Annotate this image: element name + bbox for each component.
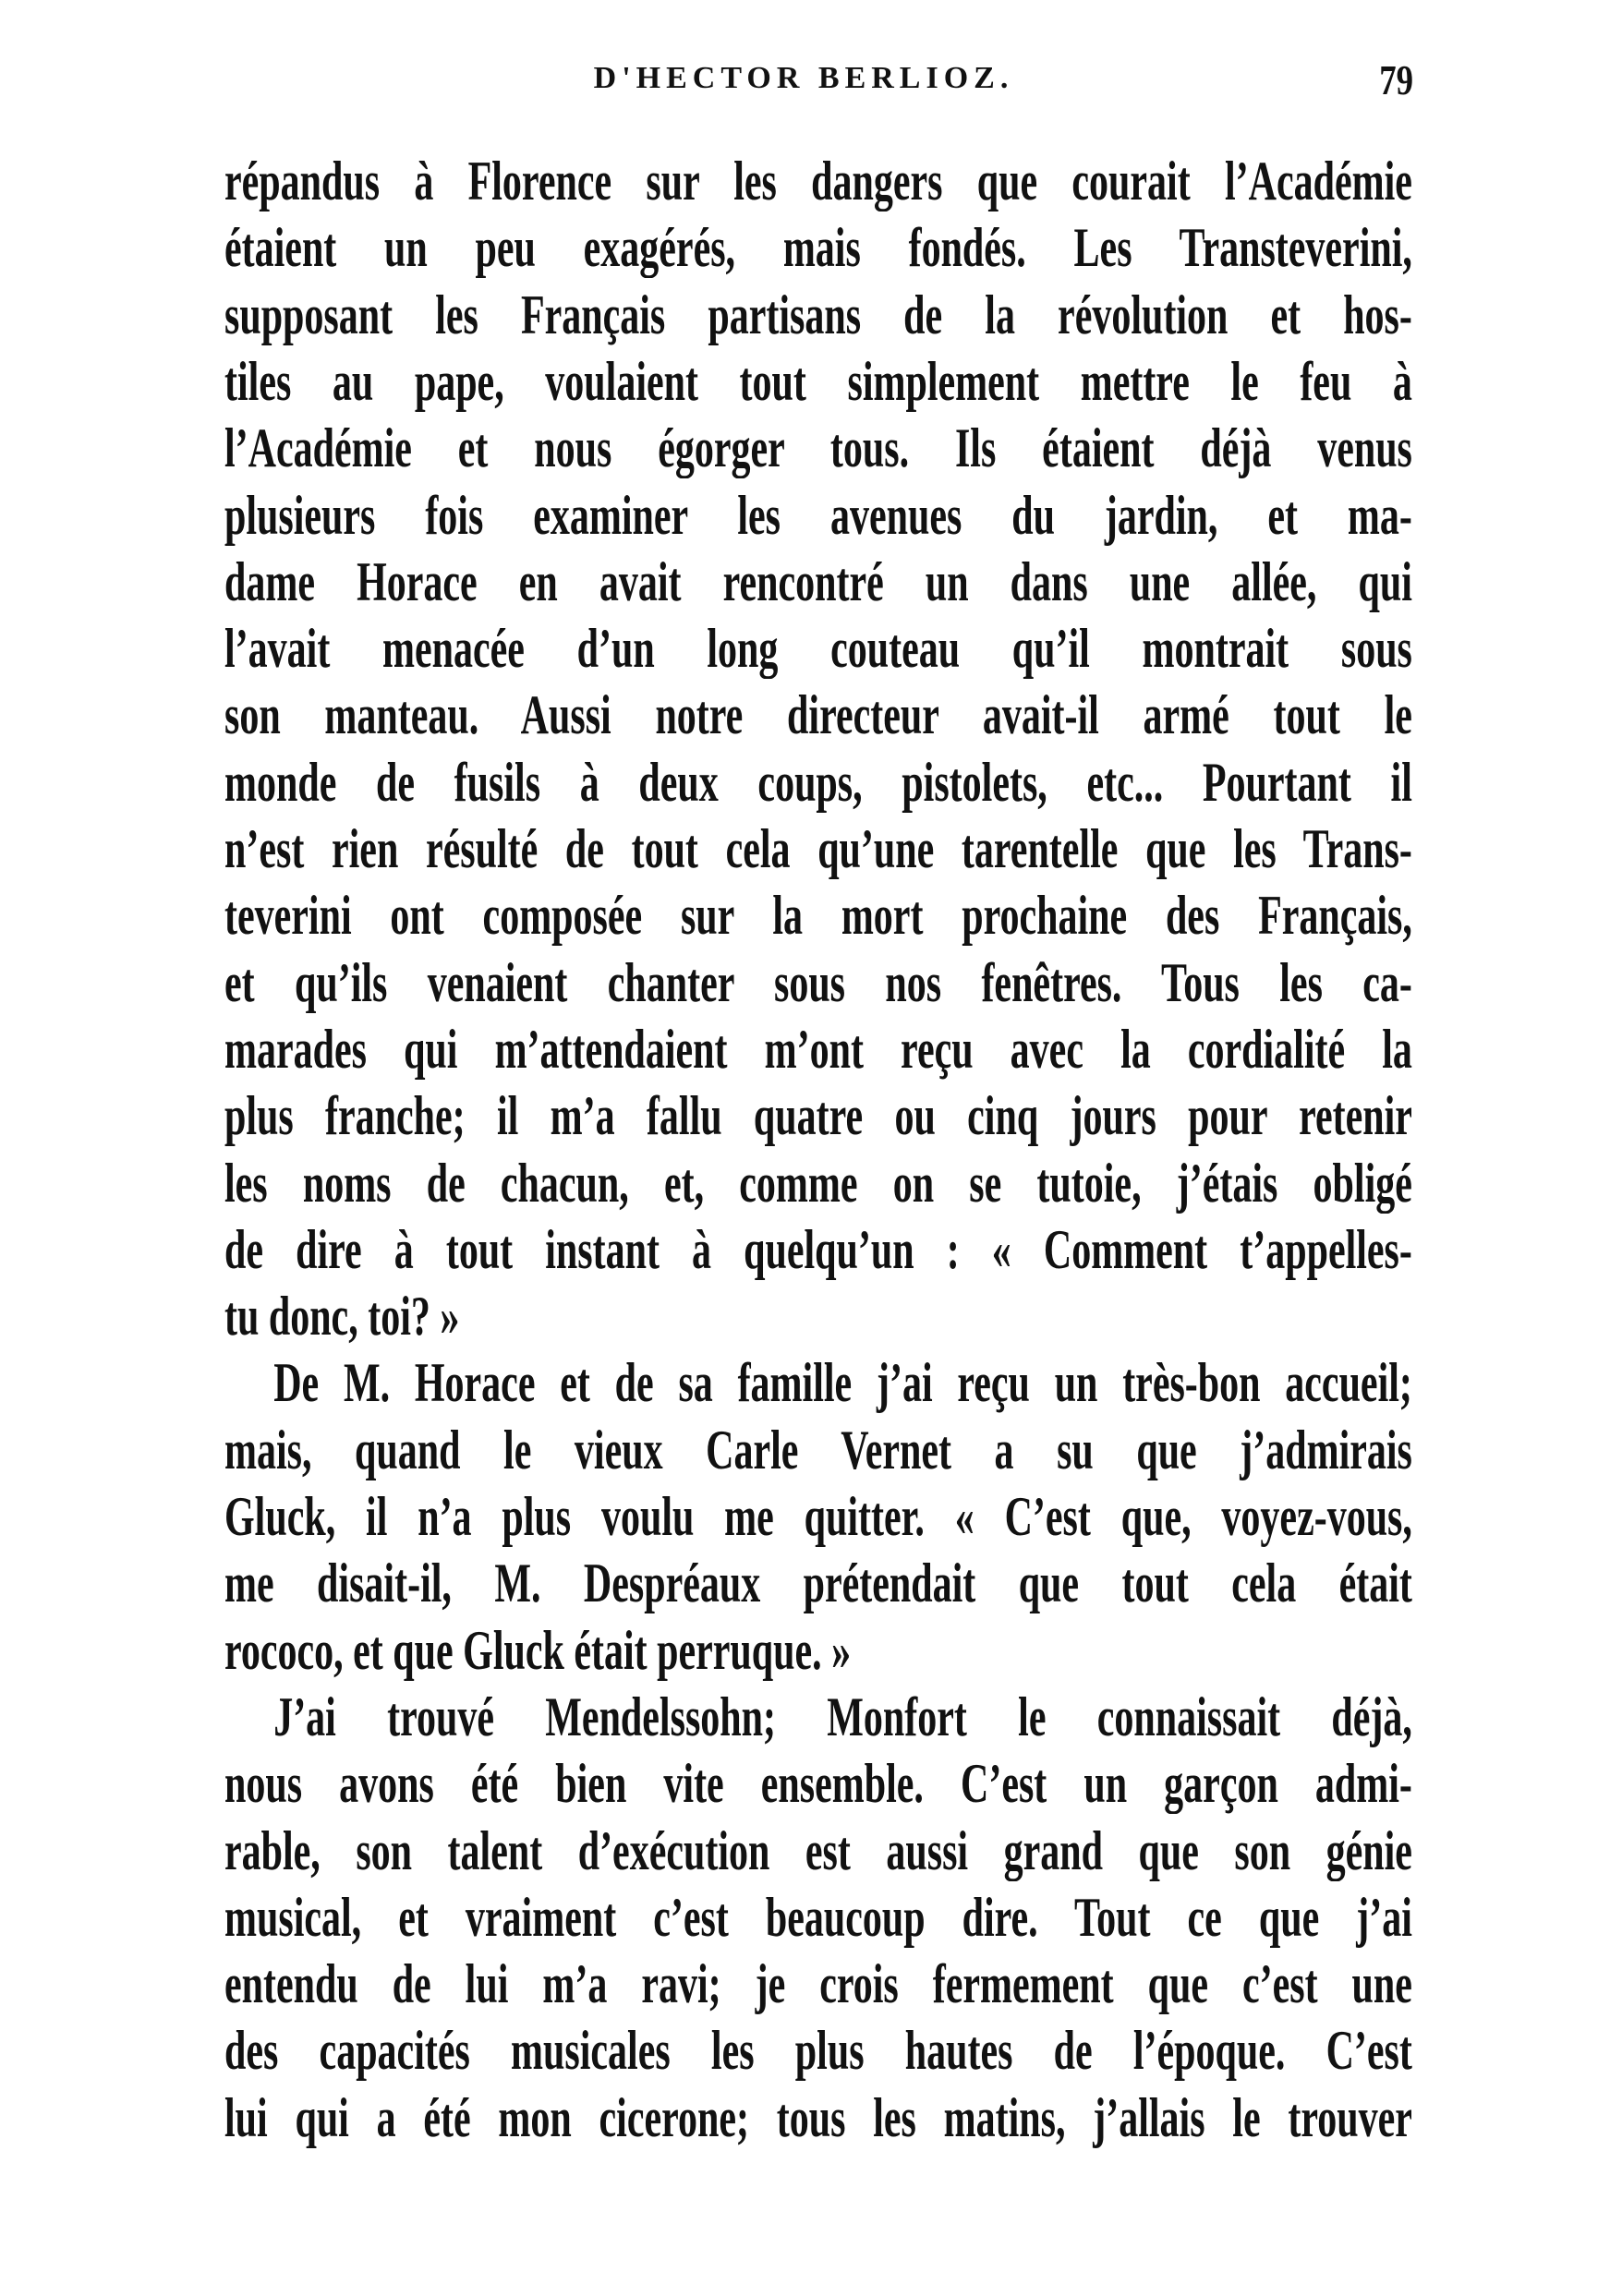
text-line-wrapper [224, 1082, 1412, 1149]
text-line-wrapper [224, 1884, 1412, 1951]
text-line: supposant les Français partisans de la révolution et hos- [224, 284, 1412, 345]
text-line-wrapper [224, 282, 1412, 348]
text-line-wrapper [224, 2085, 1412, 2151]
text-line-wrapper [224, 415, 1412, 481]
text-line: Gluck, il n’a plus voulu me quitter. « C’est que, voyez-vous, [224, 1486, 1412, 1547]
text-line-wrapper [224, 816, 1412, 882]
page-number: 79 [1379, 56, 1413, 103]
text-line-wrapper [224, 1150, 1412, 1216]
text-line-wrapper [224, 348, 1412, 415]
running-head: D'HECTOR BERLIOZ. [593, 61, 1014, 95]
text-line: plus franche; il m’a fallu quatre ou cinq jours pour retenir [224, 1085, 1412, 1147]
text-line-wrapper [224, 1483, 1412, 1550]
text-line: répandus à Florence sur les dangers que courait l’Académie [224, 151, 1412, 211]
text-line-wrapper [224, 882, 1412, 949]
text-line-wrapper [224, 682, 1412, 748]
text-line: son manteau. Aussi notre directeur avait-il armé tout le [224, 684, 1412, 746]
text-line: rable, son talent d’exécution est aussi grand que son génie [224, 1819, 1412, 1881]
text-line-wrapper [224, 1684, 1412, 1750]
text-line: dame Horace en avait rencontré un dans une allée, qui [224, 550, 1412, 612]
text-line: rococo, et que Gluck était perruque. » [224, 1619, 852, 1681]
text-line: marades qui m’attendaient m’ont reçu avec la cordialité la [224, 1018, 1412, 1080]
text-line: l’avait menacée d’un long couteau qu’il montrait sous [224, 618, 1412, 680]
text-line: tiles au pape, voulaient tout simplement mettre le feu à [224, 350, 1412, 412]
text-line-wrapper [224, 1617, 1412, 1684]
paragraph-first-line: De M. Horace et de sa famille j’ai reçu un très-bon accueil; [273, 1352, 1412, 1414]
text-line: les noms de chacun, et, comme on se tutoie, j’étais obligé [224, 1152, 1412, 1214]
text-line-wrapper [224, 1016, 1412, 1082]
text-line: de dire à tout instant à quelqu’un : « Comment t’appelles- [224, 1218, 1412, 1280]
text-line: teverini ont composée sur la mort prochaine des Français, [224, 885, 1412, 947]
text-line-wrapper [224, 549, 1412, 615]
text-line-wrapper [224, 482, 1412, 549]
text-line: n’est rien résulté de tout cela qu’une tarentelle que les Trans- [224, 818, 1412, 879]
text-line: plusieurs fois examiner les avenues du jardin, et ma- [224, 484, 1412, 546]
text-line: musical, et vraiment c’est beaucoup dire. Tout ce que j’ai [224, 1886, 1412, 1948]
text-line: entendu de lui m’a ravi; je crois fermement que c’est une [224, 1953, 1412, 2015]
paragraph-first-line: J’ai trouvé Mendelssohn; Monfort le connaissait déjà, [273, 1686, 1412, 1747]
text-line-wrapper [224, 615, 1412, 682]
text-line: nous avons été bien vite ensemble. C’est un garçon admi- [224, 1753, 1412, 1815]
text-line: l’Académie et nous égorger tous. Ils étaient déjà venus [224, 417, 1412, 479]
text-line-wrapper [224, 1216, 1412, 1283]
text-line: des capacités musicales les plus hautes de l’époque. C’est [224, 2020, 1412, 2082]
text-line-wrapper [224, 1349, 1412, 1416]
text-line: me disait-il, M. Despréaux prétendait que tout cela était [224, 1553, 1412, 1614]
text-line-wrapper [224, 2017, 1412, 2084]
text-line: tu donc, toi? » [224, 1286, 460, 1347]
text-line: monde de fusils à deux coups, pistolets, etc... Pourtant il [224, 751, 1412, 813]
text-line-wrapper [224, 214, 1412, 281]
text-line-wrapper [224, 1818, 1412, 1884]
text-line-wrapper [224, 1283, 1412, 1349]
text-line-wrapper [224, 949, 1412, 1016]
text-line: mais, quand le vieux Carle Vernet a su que j’admirais [224, 1419, 1412, 1480]
text-line-wrapper [224, 1550, 1412, 1616]
text-line: lui qui a été mon cicerone; tous les matins, j’allais le trouver [224, 2086, 1412, 2148]
text-line-wrapper [224, 1417, 1412, 1483]
text-line-wrapper [224, 1951, 1412, 2017]
text-line: étaient un peu exagérés, mais fondés. Les Transteverini, [224, 217, 1412, 279]
text-line: et qu’ils venaient chanter sous nos fenêtres. Tous les ca- [224, 951, 1412, 1013]
text-line-wrapper [224, 749, 1412, 816]
text-line-wrapper [224, 1750, 1412, 1817]
text-line-wrapper [224, 148, 1412, 214]
